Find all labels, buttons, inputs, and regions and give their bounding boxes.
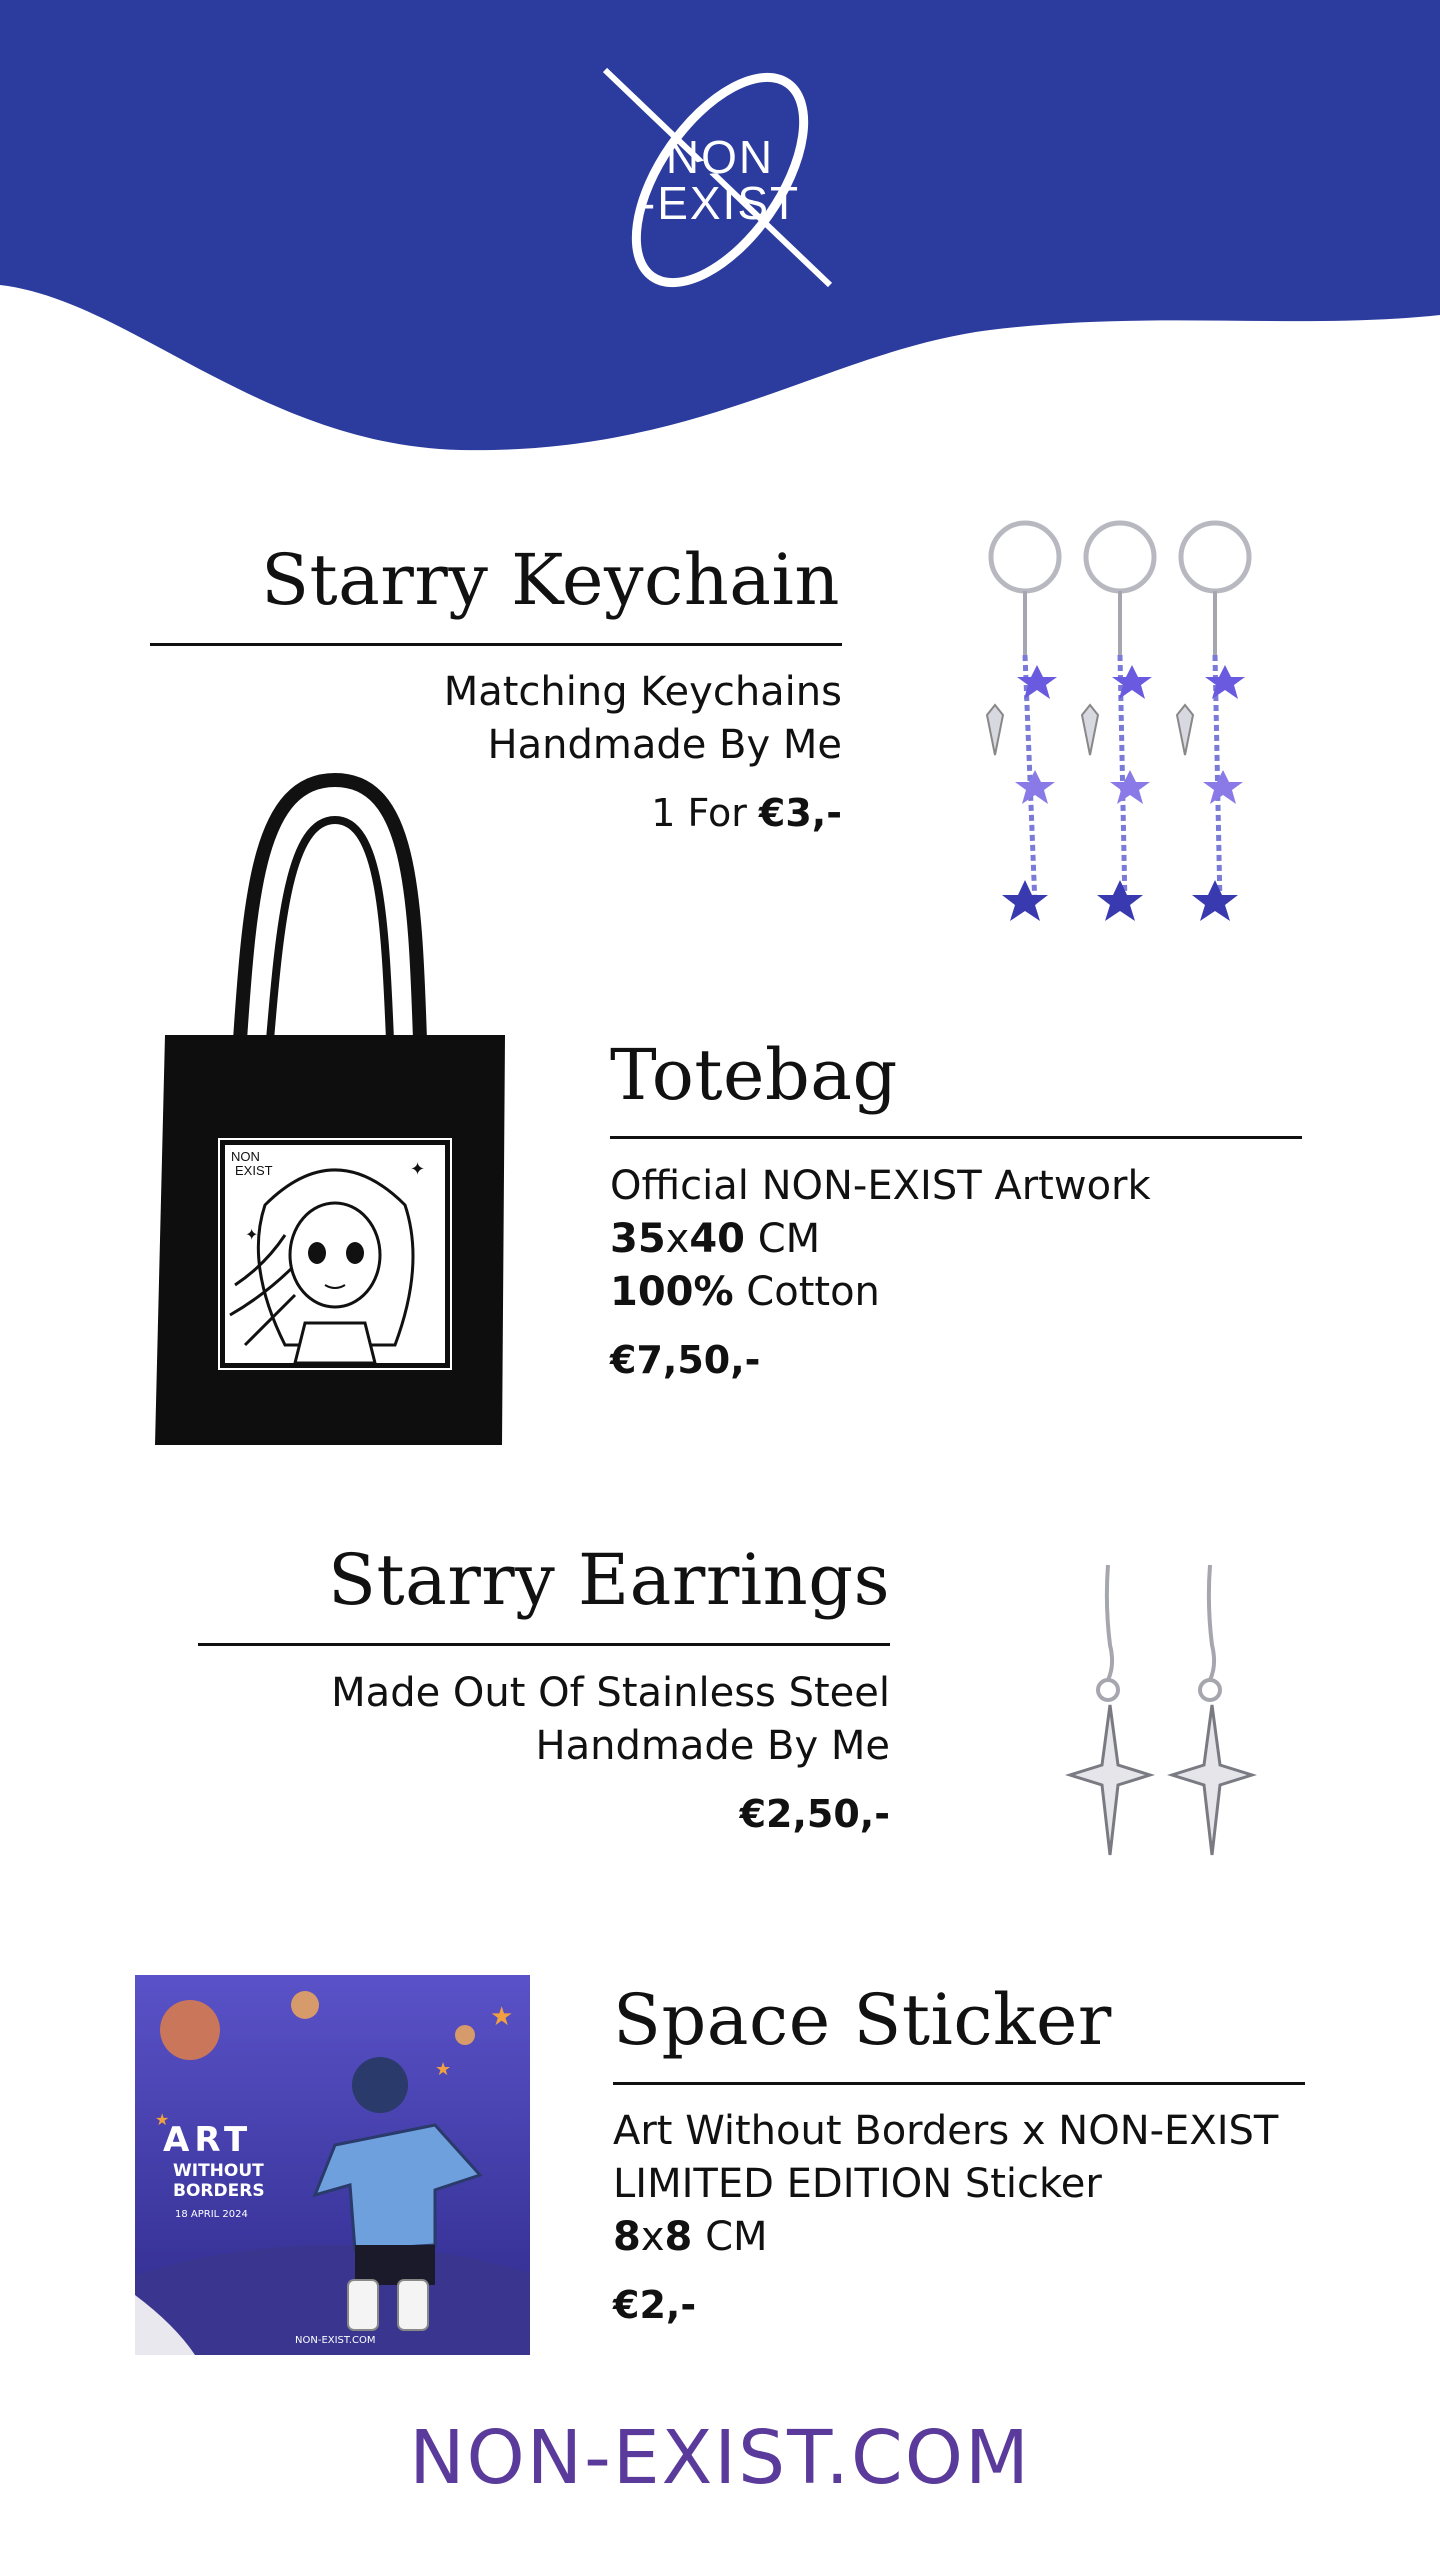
totebag-size-x: x [665,1216,690,1262]
svg-text:✦: ✦ [245,1225,259,1244]
sticker-size-x: x [640,2214,665,2260]
product-title-keychain: Starry Keychain [261,539,840,621]
totebag-cotton-pct: 100% [610,1269,734,1315]
keychain-2 [1082,523,1154,921]
sticker-art-headline: ART [163,2120,253,2160]
svg-text:★: ★ [155,2110,170,2129]
svg-text:✦: ✦ [410,1159,426,1180]
totebag-art-logo-1: NON [231,1149,260,1164]
earring-left [1070,1565,1150,1855]
svg-text:★: ★ [435,2059,452,2080]
totebag-size-b: 40 [689,1216,746,1262]
title-divider-totebag [610,1136,1302,1139]
svg-text:★: ★ [490,2002,514,2032]
totebag-price: €7,50,- [610,1338,761,1382]
logo-text-line1: NON [665,131,775,183]
sticker-product-image [135,1975,530,2355]
footer-website-link[interactable]: NON-EXIST.COM [409,2415,1031,2501]
sticker-size-a: 8 [613,2214,641,2260]
keychain-price-prefix: 1 For [651,791,759,835]
title-divider-earrings [198,1643,890,1646]
earrings-product-image [1060,1555,1260,1865]
totebag-desc-1: Official NON-EXIST Artwork [610,1163,1151,1209]
sticker-size [613,2211,1413,2264]
keychain-desc-1: Matching Keychains [443,669,842,715]
logo-text-line2: -EXIST [639,177,801,229]
totebag-size-unit: CM [745,1216,821,1262]
keychain-3 [1177,523,1249,921]
totebag-cotton-label: Cotton [733,1269,880,1315]
keychain-desc-2: Handmade By Me [487,722,842,768]
sticker-art-sub1: WITHOUT [173,2161,264,2181]
earrings-price: €2,50,- [739,1792,890,1836]
keychain-product-image [965,515,1265,925]
product-title-totebag: Totebag [610,1034,898,1116]
keychain-1 [987,523,1059,921]
earrings-desc-1: Made Out Of Stainless Steel [331,1670,890,1716]
product-title-sticker: Space Sticker [613,1979,1112,2061]
earrings-desc-2: Handmade By Me [535,1723,890,1769]
product-title-earrings: Starry Earrings [328,1539,890,1621]
sticker-art-date: 18 APRIL 2024 [175,2209,248,2220]
sticker-desc-2: LIMITED EDITION Sticker [613,2161,1102,2207]
sticker-desc-1: Art Without Borders x NON-EXIST [613,2108,1279,2154]
totebag-size-a: 35 [610,1216,666,1262]
title-divider-sticker [613,2082,1305,2085]
keychain-price-value: €3,- [758,791,842,835]
sticker-price: €2,- [613,2283,697,2327]
totebag-art-logo-2: EXIST [235,1163,273,1178]
sticker-art-sub2: BORDERS [173,2181,265,2201]
brand-logo [580,60,860,300]
sticker-size-b: 8 [664,2214,693,2260]
totebag-material [610,1266,1330,1319]
totebag-product-image [150,770,510,1450]
totebag-size [610,1213,1330,1266]
earring-right [1172,1565,1252,1855]
totebag-artwork [222,1142,448,1366]
sticker-size-unit: CM [692,2214,768,2260]
title-divider-keychain [150,643,842,646]
sticker-art-url: NON-EXIST.COM [295,2335,376,2346]
